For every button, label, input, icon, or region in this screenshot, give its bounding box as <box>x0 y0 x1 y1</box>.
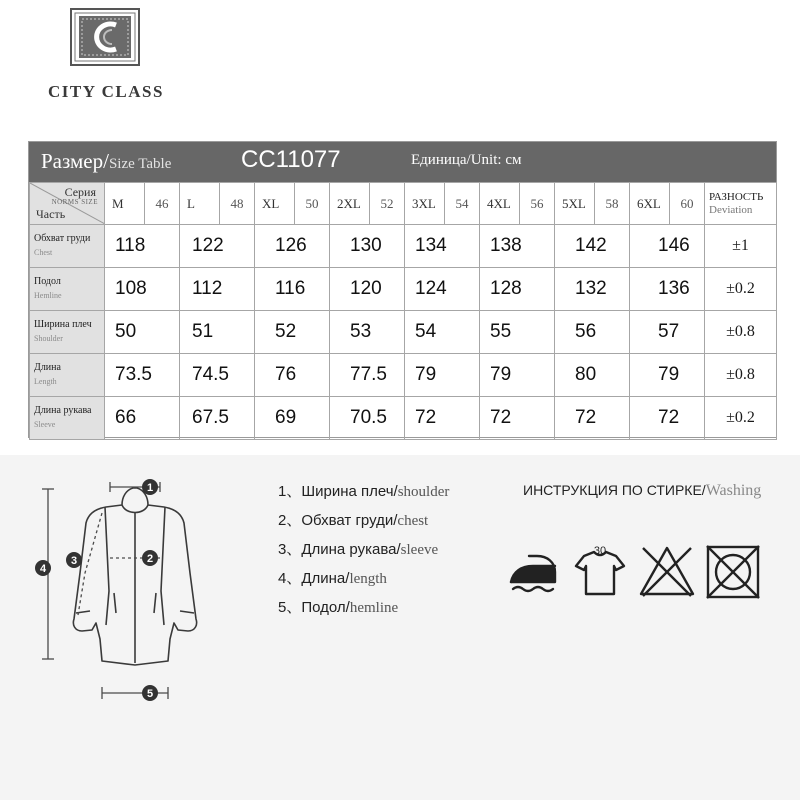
info-section <box>0 455 800 800</box>
legend-item-shoulder <box>278 480 508 509</box>
size-value-cell <box>555 311 630 354</box>
washing-title <box>523 482 761 500</box>
size-value: 56 <box>575 321 597 342</box>
size-value-cell <box>630 268 705 311</box>
measurement-label-en: Hemline <box>34 291 62 300</box>
size-value-cell <box>255 354 330 397</box>
corner-part-label: Часть <box>36 207 66 221</box>
size-number: 54 <box>445 183 480 225</box>
size-value: 120 <box>350 278 382 299</box>
size-value: 52 <box>275 321 297 342</box>
legend-label-ru: Подол/ <box>301 599 350 616</box>
deviation-value: ±0.2 <box>705 397 777 440</box>
size-number: 56 <box>520 183 555 225</box>
legend-label-ru: Обхват груди/ <box>301 512 398 529</box>
measurement-legend <box>278 480 508 625</box>
measurement-label <box>30 225 105 268</box>
size-value: 79 <box>490 364 512 385</box>
marker-5: 5 <box>146 688 154 700</box>
table-row <box>30 311 777 354</box>
legend-item-chest <box>278 509 508 538</box>
size-value: 80 <box>575 364 597 385</box>
legend-label-en: length <box>349 571 387 587</box>
size-value: 51 <box>192 321 214 342</box>
measurement-label <box>30 311 105 354</box>
size-value: 79 <box>415 364 437 385</box>
size-value-cell <box>480 311 555 354</box>
legend-label-en: shoulder <box>397 484 450 500</box>
do-not-tumble-dry-icon <box>703 542 763 602</box>
size-value-cell <box>180 397 255 440</box>
size-value-cell <box>330 268 405 311</box>
deviation-header <box>705 183 777 225</box>
size-value-cell <box>105 354 180 397</box>
size-value-cell <box>405 268 480 311</box>
size-header-row <box>30 183 777 225</box>
marker-2: 2 <box>146 553 154 565</box>
size-value: 138 <box>490 235 522 256</box>
size-value: 74.5 <box>192 364 229 385</box>
do-not-bleach-icon <box>637 542 697 602</box>
hand-wash-temperature: 30 <box>593 545 607 557</box>
size-table-header <box>29 142 776 182</box>
measurement-label <box>30 354 105 397</box>
legend-label-ru: Длина рукава/ <box>301 541 401 558</box>
size-value-cell <box>630 354 705 397</box>
marker-1: 1 <box>146 482 154 494</box>
legend-number: 1、 <box>278 483 302 500</box>
size-value-cell <box>255 311 330 354</box>
size-name: XL <box>255 183 295 225</box>
size-value: 70.5 <box>350 407 387 428</box>
size-value: 76 <box>275 364 297 385</box>
legend-number: 5、 <box>278 599 302 616</box>
legend-number: 3、 <box>278 541 302 558</box>
size-number: 46 <box>145 183 180 225</box>
measurement-label-en: Shoulder <box>34 334 63 343</box>
size-table-title <box>41 149 171 174</box>
size-name: M <box>105 183 145 225</box>
marker-4: 4 <box>39 563 47 575</box>
size-value-cell <box>255 397 330 440</box>
size-number: 58 <box>595 183 630 225</box>
size-value-cell <box>330 397 405 440</box>
size-name: 3XL <box>405 183 445 225</box>
size-value: 77.5 <box>350 364 387 385</box>
size-value: 146 <box>658 235 690 256</box>
size-value-cell <box>480 354 555 397</box>
size-value-cell <box>105 225 180 268</box>
unit-label: Единица/Unit: см <box>411 152 522 168</box>
measurement-label-ru: Подол <box>34 276 61 287</box>
corner-series-label: Серия <box>64 185 96 199</box>
size-value: 67.5 <box>192 407 229 428</box>
size-number: 60 <box>670 183 705 225</box>
size-value-cell <box>630 225 705 268</box>
size-value: 126 <box>275 235 307 256</box>
size-value: 66 <box>115 407 137 428</box>
size-table-title-en: Size Table <box>108 156 172 172</box>
jacket-icon <box>70 488 196 665</box>
size-value: 132 <box>575 278 607 299</box>
size-value-cell <box>480 268 555 311</box>
corner-norms-label: NORMS SIZE <box>51 198 98 206</box>
deviation-value: ±0.8 <box>705 354 777 397</box>
deviation-value: ±1 <box>705 225 777 268</box>
legend-item-sleeve <box>278 538 508 567</box>
size-value-cell <box>180 311 255 354</box>
washing-icons <box>503 542 773 602</box>
size-grid <box>29 182 777 440</box>
size-name: 6XL <box>630 183 670 225</box>
size-value-cell <box>555 354 630 397</box>
measurement-label-ru: Длина рукава <box>34 405 92 416</box>
size-value-cell <box>180 225 255 268</box>
measurement-label <box>30 397 105 440</box>
legend-number: 4、 <box>278 570 302 587</box>
measurement-label-ru: Длина <box>34 362 61 373</box>
washing-title-ru: ИНСТРУКЦИЯ ПО СТИРКЕ/ <box>523 482 706 498</box>
size-value: 69 <box>275 407 297 428</box>
size-value-cell <box>180 268 255 311</box>
hand-wash-icon <box>570 542 630 602</box>
size-value: 57 <box>658 321 680 342</box>
legend-label-en: chest <box>397 513 429 529</box>
size-table <box>28 141 777 438</box>
legend-item-length <box>278 567 508 596</box>
size-value: 108 <box>115 278 147 299</box>
legend-number: 2、 <box>278 512 302 529</box>
size-name: 4XL <box>480 183 520 225</box>
size-value: 72 <box>575 407 597 428</box>
size-value: 124 <box>415 278 447 299</box>
size-number: 50 <box>295 183 330 225</box>
size-value-cell <box>330 311 405 354</box>
size-value-cell <box>105 397 180 440</box>
table-row <box>30 225 777 268</box>
size-value-cell <box>255 225 330 268</box>
legend-item-hemline <box>278 596 508 625</box>
size-value-cell <box>330 225 405 268</box>
size-value-cell <box>405 225 480 268</box>
size-value-cell <box>630 397 705 440</box>
measurement-label-ru: Ширина плеч <box>34 319 92 330</box>
city-class-logo-icon <box>70 8 140 66</box>
deviation-value: ±0.2 <box>705 268 777 311</box>
size-value-cell <box>180 354 255 397</box>
size-value-cell <box>555 397 630 440</box>
size-value: 134 <box>415 235 447 256</box>
measurement-label-en: Sleeve <box>34 420 56 429</box>
size-value-cell <box>480 397 555 440</box>
table-row <box>30 397 777 440</box>
measurement-label-en: Length <box>34 377 57 386</box>
size-value-cell <box>105 268 180 311</box>
corner-box <box>30 183 104 224</box>
legend-label-en: hemline <box>349 600 399 616</box>
corner-cell <box>30 183 105 225</box>
size-value-cell <box>405 354 480 397</box>
size-value: 136 <box>658 278 690 299</box>
size-number: 52 <box>370 183 405 225</box>
size-value: 55 <box>490 321 512 342</box>
legend-label-en: sleeve <box>400 542 439 558</box>
brand-logo <box>16 8 196 101</box>
size-value-cell <box>555 268 630 311</box>
size-value: 130 <box>350 235 382 256</box>
deviation-value: ±0.8 <box>705 311 777 354</box>
washing-title-en: Washing <box>705 482 762 499</box>
size-value: 79 <box>658 364 680 385</box>
marker-3: 3 <box>70 555 78 567</box>
deviation-header-en: Deviation <box>709 203 753 216</box>
size-value: 122 <box>192 235 224 256</box>
size-value-cell <box>480 225 555 268</box>
size-value: 53 <box>350 321 372 342</box>
size-name: L <box>180 183 220 225</box>
deviation-header-ru: РАЗНОСТЬ <box>709 190 764 203</box>
measurement-label-en: Chest <box>34 248 53 257</box>
measurement-label <box>30 268 105 311</box>
size-value: 128 <box>490 278 522 299</box>
iron-icon <box>503 542 563 602</box>
size-value-cell <box>255 268 330 311</box>
table-row <box>30 268 777 311</box>
legend-label-ru: Ширина плеч/ <box>301 483 398 500</box>
size-name: 2XL <box>330 183 370 225</box>
size-value-cell <box>105 311 180 354</box>
size-value-cell <box>405 311 480 354</box>
size-value-cell <box>555 225 630 268</box>
table-row <box>30 354 777 397</box>
size-value-cell <box>330 354 405 397</box>
size-number: 48 <box>220 183 255 225</box>
size-table-title-ru: Размер/ <box>41 149 109 173</box>
size-value: 50 <box>115 321 137 342</box>
size-value: 142 <box>575 235 607 256</box>
size-value-cell <box>405 397 480 440</box>
size-value: 72 <box>658 407 680 428</box>
legend-label-ru: Длина/ <box>301 570 350 587</box>
brand-name: CITY CLASS <box>48 82 164 101</box>
size-value: 112 <box>192 278 223 299</box>
size-value-cell <box>630 311 705 354</box>
size-value: 72 <box>415 407 437 428</box>
product-code: CC11077 <box>241 146 341 173</box>
size-value: 116 <box>275 278 306 299</box>
size-value: 72 <box>490 407 512 428</box>
size-value: 73.5 <box>115 364 152 385</box>
size-name: 5XL <box>555 183 595 225</box>
size-value: 54 <box>415 321 437 342</box>
size-value: 118 <box>115 235 146 256</box>
jacket-diagram <box>30 463 240 713</box>
measurement-label-ru: Обхват груди <box>34 233 91 244</box>
